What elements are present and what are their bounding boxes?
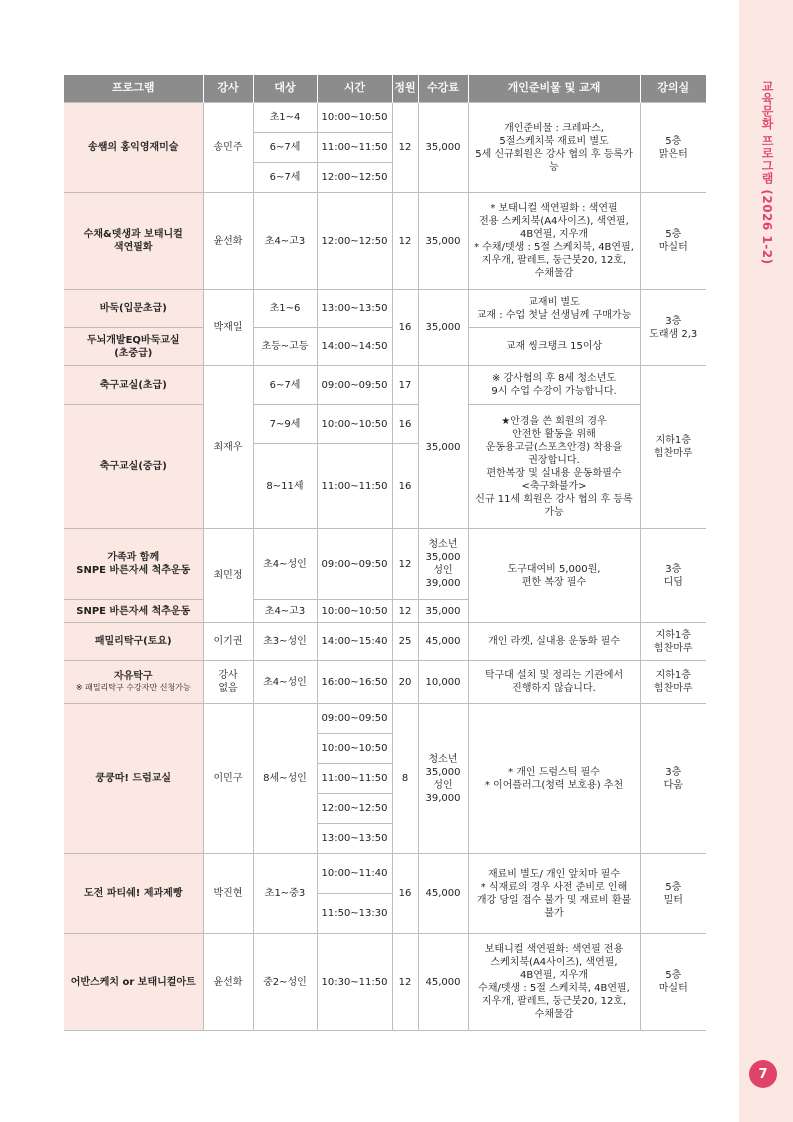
table-row xyxy=(64,704,706,734)
fee: 청소년 35,000 성인 39,000 xyxy=(418,704,468,854)
target: 중2~성인 xyxy=(253,934,317,1031)
materials: 도구대여비 5,000원, 편한 복장 필수 xyxy=(468,529,640,623)
time: 13:00~13:50 xyxy=(317,824,392,854)
program-name: SNPE 바른자세 척추운동 xyxy=(64,600,203,623)
room: 3층 도래샘 2,3 xyxy=(640,290,706,366)
table-row xyxy=(64,103,706,133)
program-name: 두뇌개발EQ바둑교실 (초중급) xyxy=(64,328,203,366)
target: 초등~고등 xyxy=(253,328,317,366)
target: 초4~고3 xyxy=(253,193,317,290)
room: 지하1층 힘찬마루 xyxy=(640,623,706,661)
time: 09:00~09:50 xyxy=(317,704,392,734)
capacity: 16 xyxy=(392,444,418,529)
room: 3층 다움 xyxy=(640,704,706,854)
target: 초1~6 xyxy=(253,290,317,328)
target: 초1~중3 xyxy=(253,854,317,934)
capacity: 16 xyxy=(392,854,418,934)
time: 09:00~09:50 xyxy=(317,529,392,600)
capacity: 12 xyxy=(392,103,418,193)
teacher: 박재일 xyxy=(203,290,253,366)
time: 11:00~11:50 xyxy=(317,133,392,163)
time: 11:00~11:50 xyxy=(317,764,392,794)
teacher: 송민주 xyxy=(203,103,253,193)
table-row xyxy=(64,366,706,405)
fee: 청소년 35,000 성인 39,000 xyxy=(418,529,468,600)
capacity: 17 xyxy=(392,366,418,405)
time: 12:00~12:50 xyxy=(317,794,392,824)
teacher: 이민구 xyxy=(203,704,253,854)
room: 3층 디딤 xyxy=(640,529,706,623)
capacity: 12 xyxy=(392,193,418,290)
program-name: 도전 파티쉐! 제과제빵 xyxy=(64,854,203,934)
materials: ★안경을 쓴 회원의 경우 안전한 활동을 위해 운동용고글(스포츠안경) 착용을 권장합니다. 편한복장 및 실내용 운동화필수 <축구화불가> 신규 11세 회원은 강사 협의 후 등록 가능 xyxy=(468,405,640,529)
header-fee: 수강료 xyxy=(418,75,468,103)
target: 초4~성인 xyxy=(253,529,317,600)
time: 14:00~15:40 xyxy=(317,623,392,661)
program-name: 축구교실(초급) xyxy=(64,366,203,405)
target: 초4~성인 xyxy=(253,661,317,704)
fee: 45,000 xyxy=(418,623,468,661)
program-name: 패밀리탁구(토요) xyxy=(64,623,203,661)
table-row xyxy=(64,529,706,600)
time: 12:00~12:50 xyxy=(317,193,392,290)
capacity: 20 xyxy=(392,661,418,704)
time: 10:00~10:50 xyxy=(317,103,392,133)
materials: 개인준비물 : 크레파스, 5절스케치북 재료비 별도 5세 신규회원은 강사 협의 후 등록가능 xyxy=(468,103,640,193)
fee: 35,000 xyxy=(418,290,468,366)
header-target: 대상 xyxy=(253,75,317,103)
capacity: 16 xyxy=(392,405,418,444)
time: 10:00~10:50 xyxy=(317,405,392,444)
time: 10:00~10:50 xyxy=(317,734,392,764)
teacher: 강사 없음 xyxy=(203,661,253,704)
target: 6~7세 xyxy=(253,163,317,193)
capacity: 12 xyxy=(392,934,418,1031)
header-capacity: 정원 xyxy=(392,75,418,103)
materials: 재료비 별도/ 개인 앞치마 필수 * 식재료의 경우 사전 준비로 인해 개강 당일 접수 불가 및 재료비 환불 불가 xyxy=(468,854,640,934)
fee: 35,000 xyxy=(418,103,468,193)
fee: 45,000 xyxy=(418,934,468,1031)
table-row xyxy=(64,193,706,290)
table-row xyxy=(64,405,706,444)
capacity: 25 xyxy=(392,623,418,661)
program-schedule-table xyxy=(64,75,706,1031)
program-name: 송쌤의 홍익영재미술 xyxy=(64,103,203,193)
room: 5층 맑은터 xyxy=(640,103,706,193)
table-row xyxy=(64,661,706,704)
program-name: 수채&뎃생과 보태니컬 색연필화 xyxy=(64,193,203,290)
target: 7~9세 xyxy=(253,405,317,444)
target: 8~11세 xyxy=(253,444,317,529)
target: 초1~4 xyxy=(253,103,317,133)
teacher: 박진현 xyxy=(203,854,253,934)
materials: 교재비 별도 교재 : 수업 첫날 선생님께 구매가능 xyxy=(468,290,640,328)
teacher: 최재우 xyxy=(203,366,253,529)
teacher: 이기권 xyxy=(203,623,253,661)
header-teacher: 강사 xyxy=(203,75,253,103)
materials: 탁구대 설치 및 정리는 기관에서 진행하지 않습니다. xyxy=(468,661,640,704)
time: 13:00~13:50 xyxy=(317,290,392,328)
capacity: 12 xyxy=(392,600,418,623)
time: 10:00~11:40 xyxy=(317,854,392,894)
materials: 교재 씽크탱크 15이상 xyxy=(468,328,640,366)
materials: ※ 강사협의 후 8세 청소년도 9시 수업 수강이 가능합니다. xyxy=(468,366,640,405)
room: 지하1층 힘찬마루 xyxy=(640,366,706,529)
time: 12:00~12:50 xyxy=(317,163,392,193)
time: 11:00~11:50 xyxy=(317,444,392,529)
program-name: 바둑(입문초급) xyxy=(64,290,203,328)
header-time: 시간 xyxy=(317,75,392,103)
target: 초4~고3 xyxy=(253,600,317,623)
header-row xyxy=(64,75,706,103)
teacher: 윤선화 xyxy=(203,193,253,290)
teacher: 윤선화 xyxy=(203,934,253,1031)
materials: 보태니컬 색연필화: 색연필 전용 스케치북(A4사이즈), 색연필, 4B연필, 지우개 수채/뎃생 : 5절 스케치북, 4B연필, 지우개, 팔레트, 둥근붓20, 12호, 수채물감 xyxy=(468,934,640,1031)
time: 10:30~11:50 xyxy=(317,934,392,1031)
table-row xyxy=(64,328,706,366)
header-materials: 개인준비물 및 교재 xyxy=(468,75,640,103)
page-number: 7 xyxy=(749,1060,777,1088)
program-name: 어반스케치 or 보태니컬아트 xyxy=(64,934,203,1031)
program-name: 축구교실(중급) xyxy=(64,405,203,529)
time: 16:00~16:50 xyxy=(317,661,392,704)
time: 09:00~09:50 xyxy=(317,366,392,405)
fee: 35,000 xyxy=(418,193,468,290)
header-program: 프로그램 xyxy=(64,75,203,103)
target: 초3~성인 xyxy=(253,623,317,661)
time: 11:50~13:30 xyxy=(317,894,392,934)
fee: 35,000 xyxy=(418,600,468,623)
capacity: 12 xyxy=(392,529,418,600)
fee: 35,000 xyxy=(418,366,468,529)
program-name: 쿵쿵따! 드럼교실 xyxy=(64,704,203,854)
table-row xyxy=(64,290,706,328)
room: 5층 밀터 xyxy=(640,854,706,934)
table-row xyxy=(64,854,706,894)
materials: * 보태니컬 색연필화 : 색연필 전용 스케치북(A4사이즈), 색연필, 4B연필, 지우개 * 수채/뎃생 : 5절 스케치북, 4B연필, 지우개, 팔레트, 둥근붓20, 12호, 수채물감 xyxy=(468,193,640,290)
time: 10:00~10:50 xyxy=(317,600,392,623)
time: 14:00~14:50 xyxy=(317,328,392,366)
room: 5층 마실터 xyxy=(640,193,706,290)
program-name xyxy=(64,661,203,704)
table-row xyxy=(64,934,706,1031)
materials: 개인 라켓, 실내용 운동화 필수 xyxy=(468,623,640,661)
room: 5층 마실터 xyxy=(640,934,706,1031)
room: 지하1층 힘찬마루 xyxy=(640,661,706,704)
fee: 10,000 xyxy=(418,661,468,704)
program-subnote: ※ 패밀리탁구 수강자만 신청가능 xyxy=(75,683,191,693)
target: 6~7세 xyxy=(253,366,317,405)
teacher: 최민정 xyxy=(203,529,253,623)
header-room: 강의실 xyxy=(640,75,706,103)
program-title: 자유탁구 xyxy=(113,671,153,683)
side-title: 교육문화 프로그램 (2026 1-2) xyxy=(760,80,774,265)
fee: 45,000 xyxy=(418,854,468,934)
table-row xyxy=(64,623,706,661)
materials: * 개인 드럼스틱 필수 * 이어플러그(청력 보호용) 추천 xyxy=(468,704,640,854)
capacity: 8 xyxy=(392,704,418,854)
target: 8세~성인 xyxy=(253,704,317,854)
capacity: 16 xyxy=(392,290,418,366)
program-name: 가족과 함께 SNPE 바른자세 척추운동 xyxy=(64,529,203,600)
target: 6~7세 xyxy=(253,133,317,163)
